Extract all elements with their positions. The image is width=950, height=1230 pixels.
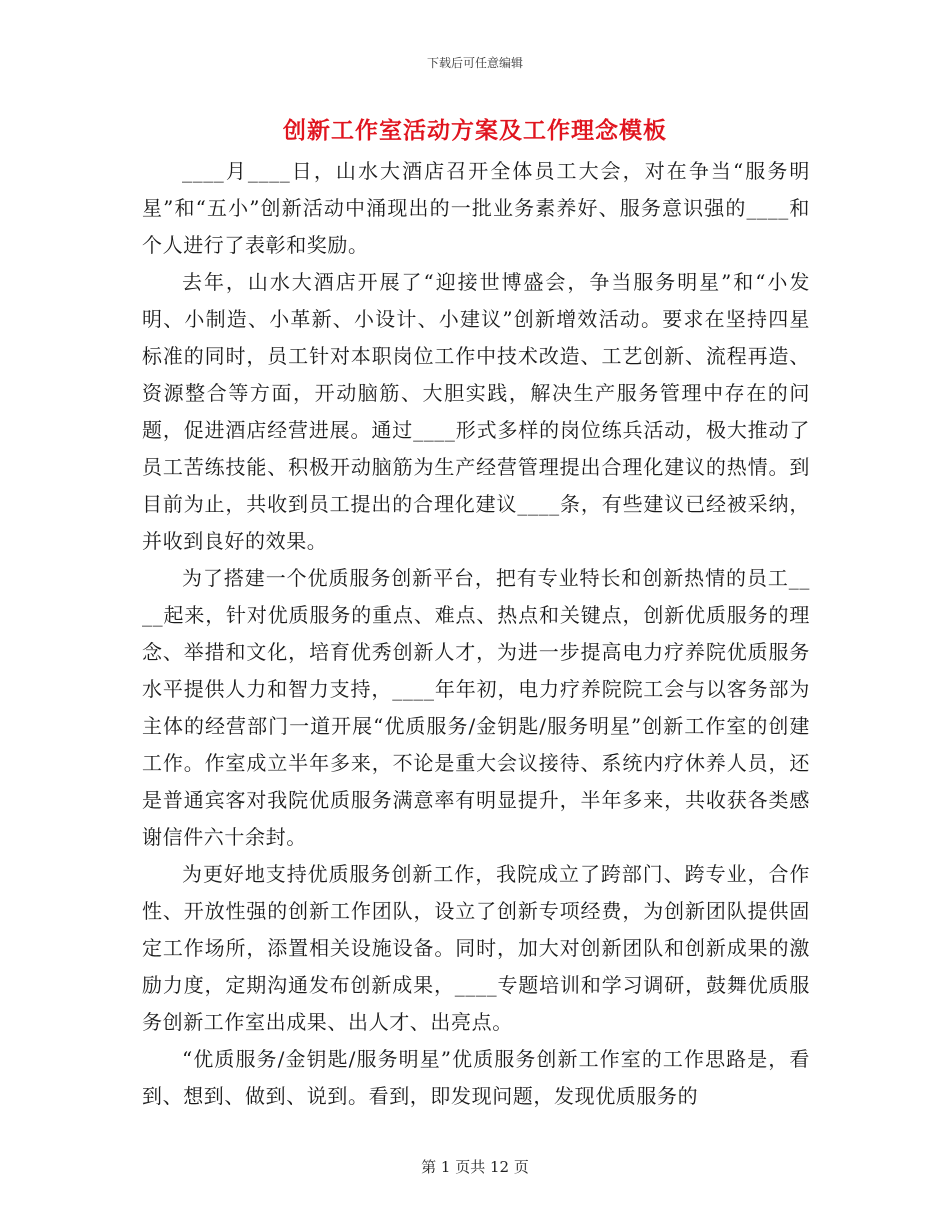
paragraph-2: 去年，山水大酒店开展了“迎接世博盛会，争当服务明星”和“小发明、小制造、小革新、小设计、小建议”创新增效活动。要求在坚持四星标准的同时，员工针对本职岗位工作中技术改造、工艺创新、流程再造、资源整合等方面，开动脑筋、大胆实践，解决生产服务管理中存在的问题，促进酒店经营进展。通过____形式多样的岗位练兵活动，极大推动了员工苦练技能、积极开动脑筋为生产经营管理提出合理化建议的热情。到目前为止，共收到员工提出的合理化建议____条，有些建议已经被采纳，并收到良好的效果。 xyxy=(142,270,810,553)
document-title: 创新工作室活动方案及工作理念模板 xyxy=(283,118,667,144)
header-note: 下载后可任意编辑 xyxy=(426,56,523,70)
paragraph-4: 为更好地支持优质服务创新工作，我院成立了跨部门、跨专业，合作性、开放性强的创新工作团队，设立了创新专项经费，为创新团队提供固定工作场所，添置相关设施设备。同时，加大对创新团队和创新成果的激励力度，定期沟通发布创新成果，____专题培训和学习调研，鼓舞优质服务创新工作室出成果、出人才、出亮点。 xyxy=(142,862,810,1034)
paragraph-5: “优质服务/金钥匙/服务明星”优质服务创新工作室的工作思路是，看到、想到、做到、说到。看到，即发现问题，发现优质服务的 xyxy=(142,1047,810,1108)
paragraph-3: 为了搭建一个优质服务创新平台，把有专业特长和创新热情的员工____起来，针对优质服务的重点、难点、热点和关键点，创新优质服务的理念、举措和文化，培育优秀创新人才，为进一步提高电力疗养院优质服务水平提供人力和智力支持，____年年初，电力疗养院院工会与以客务部为主体的经营部门一道开展“优质服务/金钥匙/服务明星”创新工作室的创建工作。作室成立半年多来，不论是重大会议接待、系统内疗休养人员，还是普通宾客对我院优质服务满意率有明显提升，半年多来，共收获各类感谢信件六十余封。 xyxy=(142,566,810,849)
document-body xyxy=(142,153,810,1115)
page-number: 第 1 页共 12 页 xyxy=(421,1158,529,1176)
paragraph-1: ____月____日，山水大酒店召开全体员工大会，对在争当“服务明星”和“五小”创新活动中涌现出的一批业务素养好、服务意识强的____和个人进行了表彰和奖励。 xyxy=(142,159,810,257)
